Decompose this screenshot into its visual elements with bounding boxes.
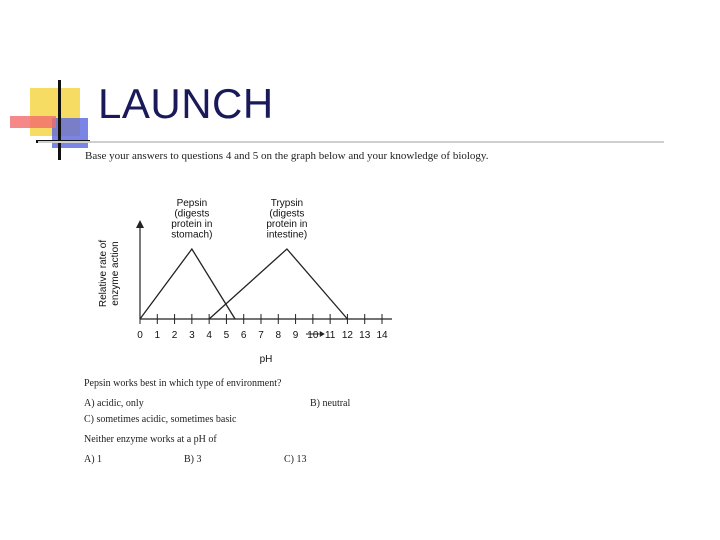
- red-bar-decoration: [10, 116, 56, 128]
- trypsin-curve: [209, 249, 347, 319]
- question-5-option-b: B) 3: [184, 454, 202, 465]
- x-axis-label: pH: [259, 354, 273, 365]
- x-tick-label: 0: [137, 330, 143, 341]
- question-5-option-a: A) 1: [84, 454, 103, 465]
- x-tick-label: 7: [258, 330, 264, 341]
- x-tick-label: 9: [292, 330, 299, 341]
- question-5-text: Neither enzyme works at a pH of: [84, 434, 217, 445]
- x-tick-label: 10: [307, 330, 319, 341]
- y-axis-label: Relative rate ofenzyme action: [98, 239, 121, 308]
- question-5-option-c: C) 13: [284, 454, 307, 465]
- x-tick-label: 14: [376, 330, 388, 341]
- pepsin-label: Pepsin (digests protein in stomach): [171, 198, 213, 241]
- x-tick-label: 4: [206, 330, 212, 341]
- question-4-text: Pepsin works best in which type of environment?: [84, 378, 282, 389]
- x-tick-label: 2: [171, 330, 178, 341]
- x-tick-label: 6: [240, 330, 247, 341]
- x-tick-label: 1: [154, 330, 161, 341]
- y-axis-arrow: [136, 220, 144, 228]
- x-tick-label: 12: [341, 330, 353, 341]
- trypsin-label: Trypsin (digests protein in intestine): [266, 198, 308, 241]
- question-4-option-b: B) neutral: [310, 398, 351, 409]
- x-tick-label: 13: [359, 330, 371, 341]
- vertical-line-decoration: [58, 80, 61, 160]
- x-tick-label: 8: [275, 330, 282, 341]
- slide-title: LAUNCH: [98, 80, 274, 127]
- x-tick-label: 11: [324, 330, 336, 341]
- question-4-option-a: A) acidic, only: [84, 398, 144, 409]
- intro-text: Base your answers to questions 4 and 5 on the graph below and your knowledge of biology.: [85, 150, 489, 162]
- title-rule: [38, 141, 664, 143]
- x-tick-label: 5: [223, 330, 230, 341]
- enzyme-chart: [92, 190, 412, 370]
- question-4-option-c: C) sometimes acidic, sometimes basic: [84, 414, 237, 425]
- x-tick-label: 3: [189, 330, 195, 341]
